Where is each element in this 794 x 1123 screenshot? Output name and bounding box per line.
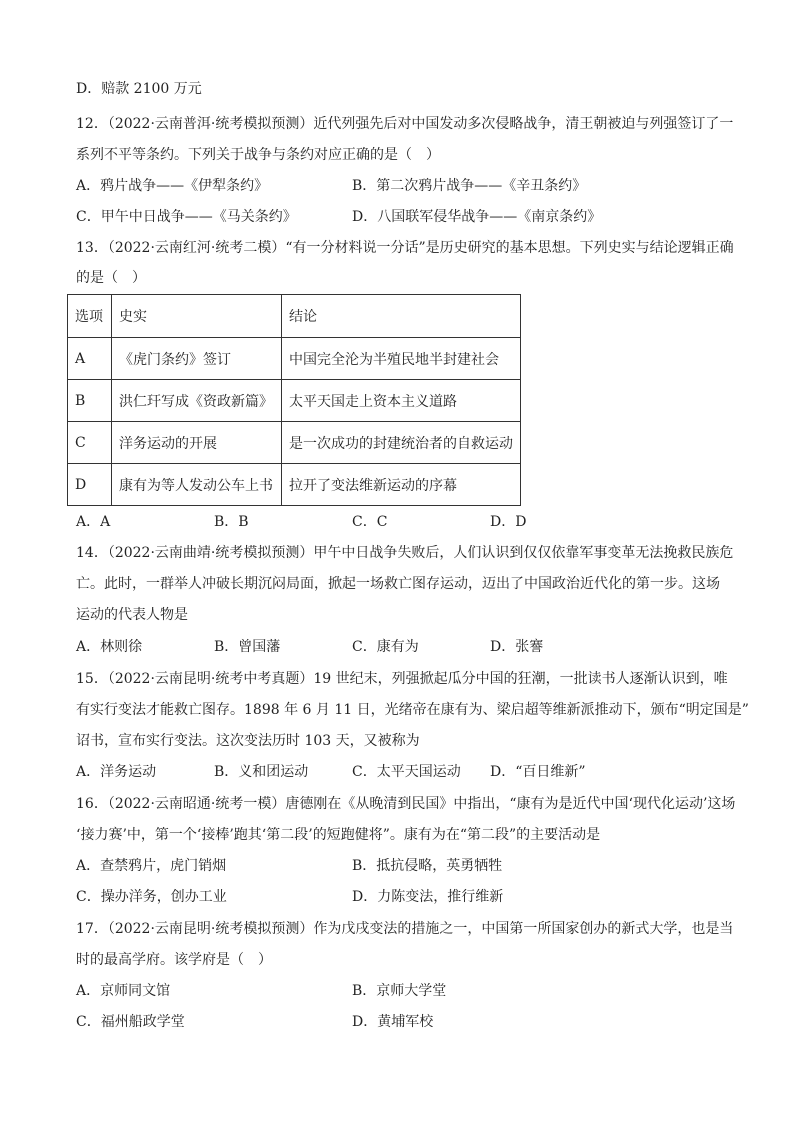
cell-option: B [68, 380, 112, 422]
q14-option-b[interactable]: B．曾国藩 [214, 639, 281, 655]
q15-stem-line2: 有实行变法才能救亡图存。1898 年 6 月 11 日，光绪帝在康有为、梁启超等维新派推动下，颁布“明定国是” [76, 702, 749, 718]
q16-stem-line2: ‘接力赛’中，第一个‘接棒’跑其‘第二段’的短跑健将”。康有为在“第二段”的主要活动是 [76, 827, 601, 843]
q13-table [67, 294, 521, 506]
q15-option-a[interactable]: A．洋务运动 [76, 764, 157, 780]
q17-stem-line2: 时的最高学府。该学府是（ ） [76, 952, 272, 968]
header-fact: 史实 [112, 295, 282, 338]
cell-fact: 康有为等人发动公车上书 [112, 464, 282, 506]
q14-option-d[interactable]: D．张謇 [490, 639, 544, 655]
q16-option-b[interactable]: B．抵抗侵略，英勇牺牲 [352, 858, 503, 874]
cell-option: C [68, 422, 112, 464]
q17-option-d[interactable]: D．黄埔军校 [352, 1014, 434, 1030]
header-conclusion: 结论 [282, 295, 521, 338]
cell-option: D [68, 464, 112, 506]
table-row [68, 338, 521, 380]
q12-stem-line1: 12．（2022·云南普洱·统考模拟预测）近代列强先后对中国发动多次侵略战争，清王朝被迫与列强签订了一 [76, 116, 734, 132]
header-option: 选项 [68, 295, 112, 338]
cell-conclusion: 太平天国走上资本主义道路 [282, 380, 521, 422]
q12-option-c[interactable]: C．甲午中日战争——《马关条约》 [76, 209, 297, 225]
q15-stem-line3: 诏书，宣布实行变法。这次变法历时 103 天，又被称为 [76, 733, 420, 749]
q16-option-a[interactable]: A．查禁鸦片，虎门销烟 [76, 858, 227, 874]
q16-option-c[interactable]: C．操办洋务，创办工业 [76, 889, 227, 905]
table-row [68, 464, 521, 506]
cell-fact: 《虎门条约》签订 [112, 338, 282, 380]
q14-stem-line3: 运动的代表人物是 [76, 607, 188, 623]
q13-option-d[interactable]: D．D [490, 514, 527, 530]
q14-stem-line1: 14．（2022·云南曲靖·统考模拟预测）甲午中日战争失败后，人们认识到仅仅依靠军事变革无法挽救民族危 [76, 545, 734, 561]
q15-option-c[interactable]: C．太平天国运动 [352, 764, 461, 780]
q12-option-a[interactable]: A．鸦片战争——《伊犁条约》 [76, 178, 269, 194]
q12-stem-line2: 系列不平等条约。下列关于战争与条约对应正确的是（ ） [76, 147, 440, 163]
q17-option-a[interactable]: A．京师同文馆 [76, 983, 171, 999]
cell-fact: 洋务运动的开展 [112, 422, 282, 464]
q13-stem-line1: 13．（2022·云南红河·统考二模）“有一分材料说一分话”是历史研究的基本思想。下列史实与结论逻辑正确 [76, 240, 734, 256]
cell-conclusion: 拉开了变法维新运动的序幕 [282, 464, 521, 506]
q13-stem-line2: 的是（ ） [76, 270, 146, 286]
q17-option-b[interactable]: B．京师大学堂 [352, 983, 447, 999]
q17-option-c[interactable]: C．福州船政学堂 [76, 1014, 185, 1030]
q13-option-b[interactable]: B．B [214, 514, 249, 530]
cell-conclusion: 中国完全沦为半殖民地半封建社会 [282, 338, 521, 380]
q14-option-c[interactable]: C．康有为 [352, 639, 419, 655]
q14-option-a[interactable]: A．林则徐 [76, 639, 143, 655]
q13-option-c[interactable]: C．C [352, 514, 388, 530]
q12-option-d[interactable]: D．八国联军侵华战争——《南京条约》 [352, 209, 602, 225]
table-row [68, 422, 521, 464]
q15-stem-line1: 15．（2022·云南昆明·统考中考真题）19 世纪末，列强掀起瓜分中国的狂潮，一批读书人逐渐认识到，唯 [76, 671, 728, 687]
q15-option-b[interactable]: B．义和团运动 [214, 764, 309, 780]
table-row [68, 380, 521, 422]
table-header-row [68, 295, 521, 338]
q12-option-b[interactable]: B．第二次鸦片战争——《辛丑条约》 [352, 178, 587, 194]
q14-stem-line2: 亡。此时，一群举人冲破长期沉闷局面，掀起一场救亡图存运动，迈出了中国政治近代化的第一步。这场 [76, 576, 720, 592]
q17-stem-line1: 17．（2022·云南昆明·统考模拟预测）作为戊戌变法的措施之一，中国第一所国家创办的新式大学，也是当 [76, 921, 734, 937]
q15-option-d[interactable]: D．“百日维新” [490, 764, 586, 780]
q13-option-a[interactable]: A．A [76, 514, 111, 530]
cell-fact: 洪仁玕写成《资政新篇》 [112, 380, 282, 422]
prev-option-d: D．赔款 2100 万元 [76, 81, 202, 97]
q16-option-d[interactable]: D．力陈变法，推行维新 [352, 889, 504, 905]
cell-option: A [68, 338, 112, 380]
cell-conclusion: 是一次成功的封建统治者的自救运动 [282, 422, 521, 464]
q16-stem-line1: 16．（2022·云南昭通·统考一模）唐德刚在《从晚清到民国》中指出，“康有为是近代中国‘现代化运动’这场 [76, 796, 736, 812]
